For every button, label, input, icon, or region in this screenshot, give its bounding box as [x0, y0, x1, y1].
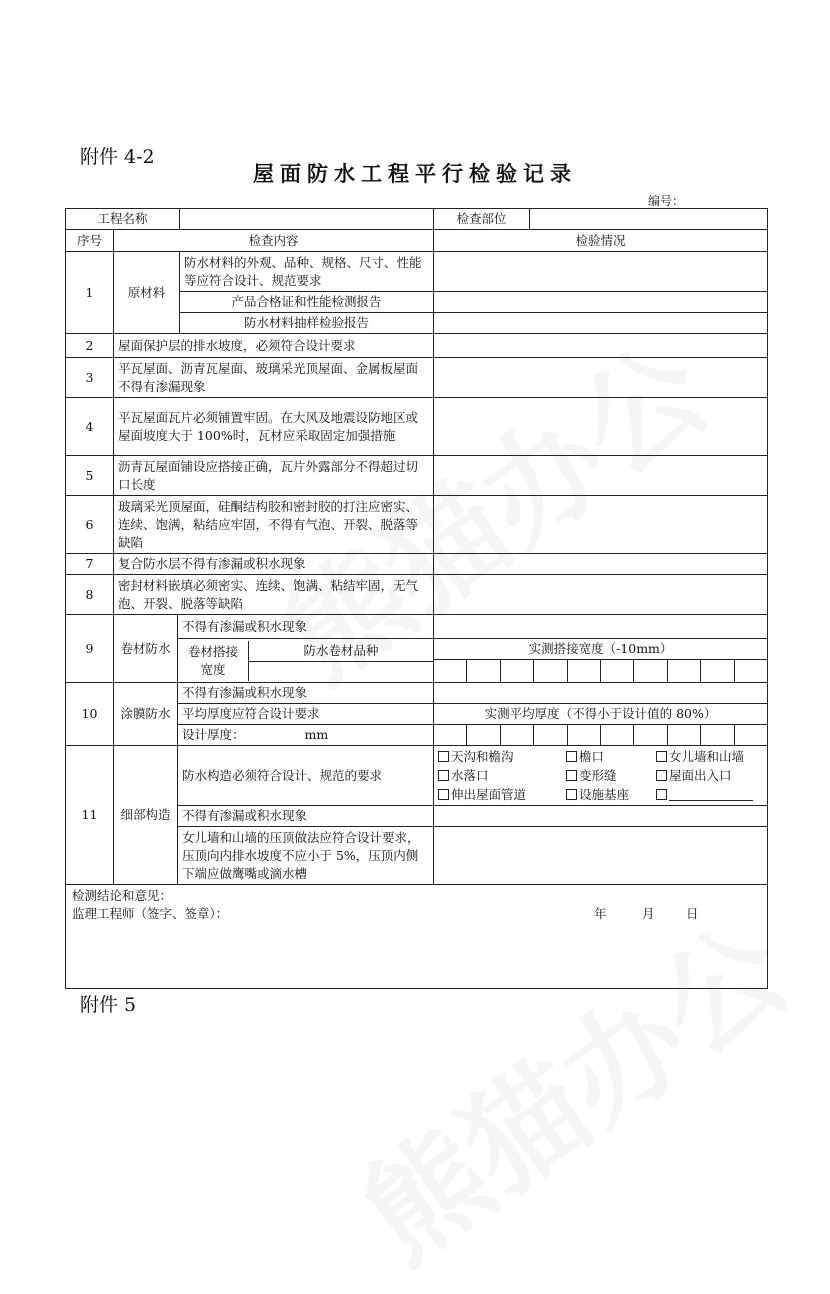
row-content: 平均厚度应符合设计要求	[178, 704, 434, 725]
row-seq: 8	[66, 575, 114, 615]
row-seq: 1	[66, 252, 114, 334]
inspect-part-label: 检查部位	[434, 209, 530, 230]
row-category: 原材料	[114, 252, 180, 334]
lap-measure-grid[interactable]	[434, 660, 768, 683]
design-thickness-unit: mm	[304, 727, 329, 742]
project-name-value[interactable]	[180, 209, 434, 230]
checkbox-label: 檐口	[579, 749, 605, 764]
checkbox-icon	[566, 770, 577, 781]
sign-month: 月	[642, 906, 655, 921]
row-content: 不得有渗漏或积水现象	[178, 615, 434, 639]
lap-width-label: 卷材搭接宽度	[178, 641, 249, 681]
row-content: 屋面保护层的排水坡度，必须符合设计要求	[114, 334, 434, 358]
checkbox-icon	[438, 751, 449, 762]
inspect-part-value[interactable]	[530, 209, 768, 230]
checkbox-pipe[interactable]	[438, 785, 566, 804]
row-seq: 7	[66, 554, 114, 575]
checkbox-label: 设施基座	[579, 787, 630, 802]
row-seq: 11	[66, 746, 114, 885]
row-content: 女儿墙和山墙的压顶做法应符合设计要求，压顶向内排水坡度不应小于 5%，压顶内侧下端应做鹰嘴或滴水槽	[178, 827, 434, 885]
sign-day: 日	[686, 906, 699, 921]
row-result[interactable]	[434, 334, 768, 358]
row-seq: 5	[66, 456, 114, 496]
row-content: 沥青瓦屋面铺设应搭接正确，瓦片外露部分不得超过切口长度	[114, 456, 434, 496]
row-content: 不得有渗漏或积水现象	[178, 806, 434, 827]
conclusion-section[interactable]	[66, 885, 768, 989]
checkbox-parapet[interactable]	[656, 747, 763, 766]
checkbox-icon	[656, 789, 667, 800]
row-content: 防水材料的外观、品种、规格、尺寸、性能等应符合设计、规范要求	[180, 252, 434, 292]
row-content: 产品合格证和性能检测报告	[180, 292, 434, 313]
checkbox-icon	[438, 789, 449, 800]
checkbox-icon	[438, 770, 449, 781]
row-result[interactable]	[434, 292, 768, 313]
row-result[interactable]	[434, 615, 768, 639]
row-result[interactable]	[434, 456, 768, 496]
conclusion-label: 检测结论和意见：	[72, 888, 173, 903]
checkbox-other[interactable]	[656, 785, 763, 804]
row-result[interactable]	[434, 575, 768, 615]
checkbox-expansion-joint[interactable]	[566, 766, 656, 785]
row-seq: 4	[66, 398, 114, 456]
design-thickness[interactable]	[178, 725, 434, 746]
row-seq: 3	[66, 358, 114, 398]
checkbox-gutter[interactable]	[438, 747, 566, 766]
checkbox-label: 变形缝	[579, 768, 617, 783]
engineer-label: 监理工程师（签字、签章）：	[72, 906, 229, 921]
row-content: 玻璃采光顶屋面，硅酮结构胶和密封胶的打注应密实、连续、饱满，粘结应牢固，不得有气泡、开裂、脱落等缺陷	[114, 496, 434, 554]
checkbox-label: 女儿墙和山墙	[669, 749, 745, 764]
thickness-measure-grid[interactable]	[434, 725, 768, 746]
row-content: 密封材料嵌填必须密实、连续、饱满、粘结牢固，无气泡、开裂、脱落等缺陷	[114, 575, 434, 615]
checkbox-icon	[566, 751, 577, 762]
detail-checkbox-group	[434, 746, 768, 806]
row-category: 涂膜防水	[114, 683, 178, 746]
row-content: 平瓦屋面瓦片必须铺置牢固。在大风及地震设防地区或屋面坡度大于 100%时，瓦材应采取固定加强措施	[114, 398, 434, 456]
row-result[interactable]	[434, 496, 768, 554]
content-header: 检查内容	[114, 230, 434, 252]
checkbox-eaves[interactable]	[566, 747, 656, 766]
checkbox-label: 水落口	[451, 768, 489, 783]
row-result[interactable]	[434, 313, 768, 334]
checkbox-equipment-base[interactable]	[566, 785, 656, 804]
lap-measure-label: 实测搭接宽度（-10mm）	[434, 639, 768, 660]
project-name-label: 工程名称	[66, 209, 180, 230]
row-content: 防水构造必须符合设计、规范的要求	[178, 746, 434, 806]
next-attachment-label: 附件 5	[80, 994, 137, 1016]
checkbox-icon	[566, 789, 577, 800]
checkbox-label: 天沟和檐沟	[451, 749, 514, 764]
checkbox-icon	[656, 751, 667, 762]
row-category: 卷材防水	[114, 615, 178, 683]
sign-year: 年	[594, 906, 607, 921]
row-seq: 9	[66, 615, 114, 683]
seq-header: 序号	[66, 230, 114, 252]
row-category: 细部构造	[114, 746, 178, 885]
attachment-label: 附件 4-2	[80, 146, 155, 168]
design-thickness-label: 设计厚度：	[182, 727, 245, 742]
membrane-variety-label: 防水卷材品种	[249, 641, 433, 662]
checkbox-rain-outlet[interactable]	[438, 766, 566, 785]
row-result[interactable]	[434, 827, 768, 885]
row-result[interactable]	[434, 683, 768, 704]
row-content: 复合防水层不得有渗漏或积水现象	[114, 554, 434, 575]
lap-width-block	[178, 639, 434, 683]
inspection-table	[65, 208, 768, 989]
thickness-measure-label: 实测平均厚度（不得小于设计值的 80%）	[434, 704, 768, 725]
page-title: 屋面防水工程平行检验记录	[253, 162, 577, 186]
membrane-variety-value[interactable]	[249, 662, 433, 681]
serial-label: 编号：	[648, 194, 685, 208]
checkbox-icon	[656, 770, 667, 781]
row-seq: 10	[66, 683, 114, 746]
row-content: 防水材料抽样检验报告	[180, 313, 434, 334]
checkbox-label: 伸出屋面管道	[451, 787, 527, 802]
row-result[interactable]	[434, 554, 768, 575]
row-seq: 2	[66, 334, 114, 358]
inspection-table-wrapper	[65, 208, 767, 989]
other-blank[interactable]	[669, 788, 753, 801]
row-result[interactable]	[434, 398, 768, 456]
result-header: 检验情况	[434, 230, 768, 252]
row-content: 不得有渗漏或积水现象	[178, 683, 434, 704]
checkbox-roof-access[interactable]	[656, 766, 763, 785]
row-result[interactable]	[434, 806, 768, 827]
row-seq: 6	[66, 496, 114, 554]
checkbox-label: 屋面出入口	[669, 768, 732, 783]
row-content: 平瓦屋面、沥青瓦屋面、玻璃采光顶屋面、金属板屋面不得有渗漏现象	[114, 358, 434, 398]
row-result[interactable]	[434, 358, 768, 398]
row-result[interactable]	[434, 252, 768, 292]
